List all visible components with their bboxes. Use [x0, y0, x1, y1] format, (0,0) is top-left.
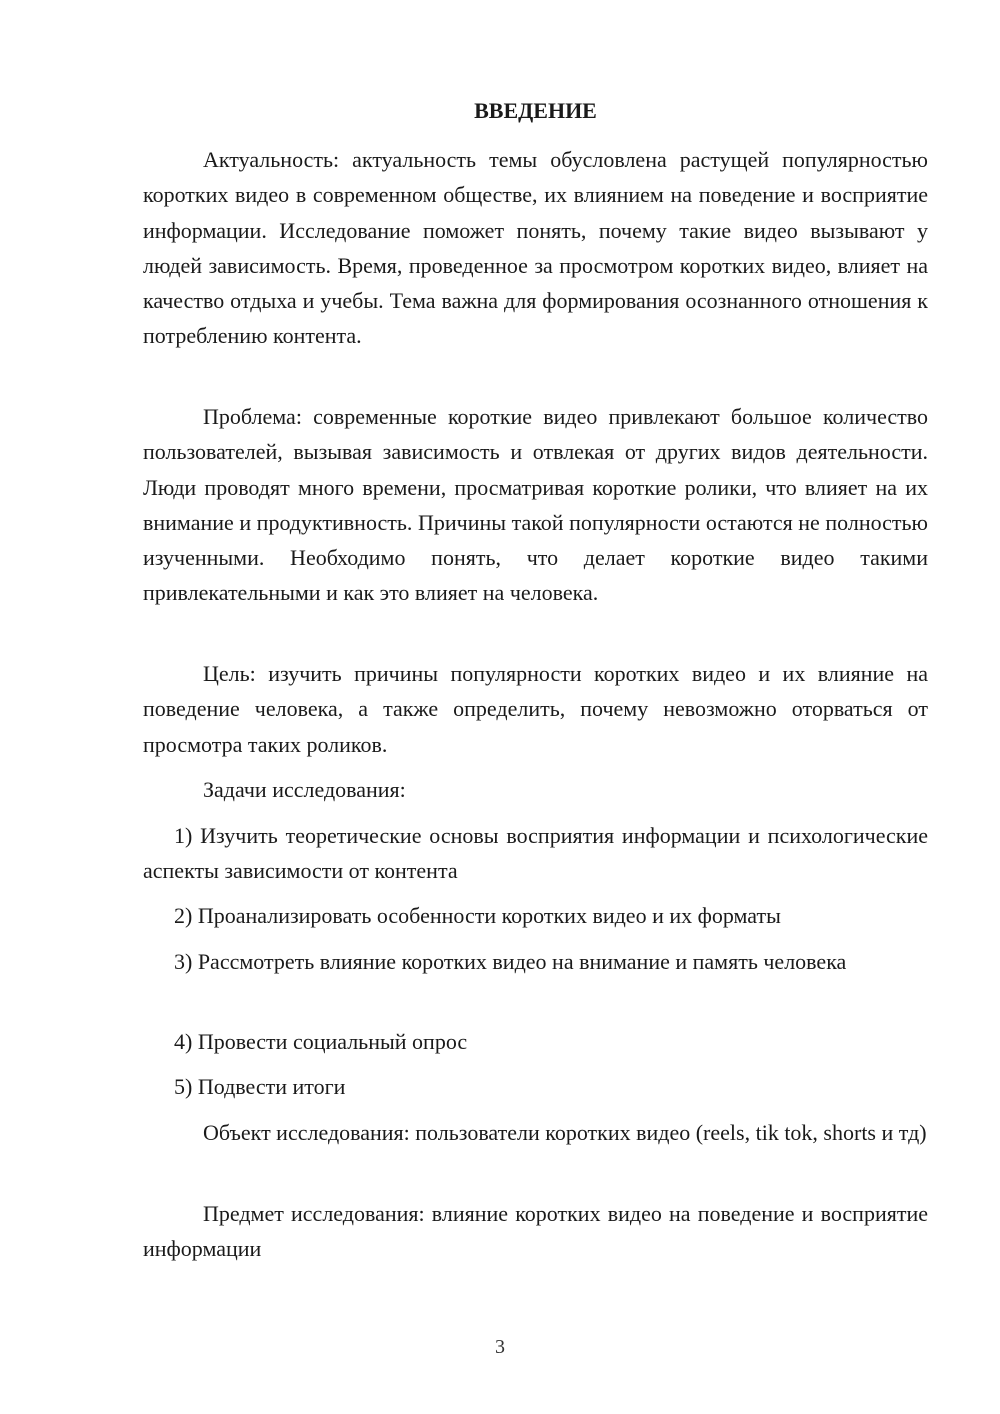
task-item-2: 2) Проанализировать особенности коротких видео и их форматы — [174, 903, 781, 928]
page-number: 3 — [495, 1336, 505, 1358]
task-item-3: 3) Рассмотреть влияние коротких видео на внимание и память человека — [174, 949, 847, 974]
task-item-1: 1) Изучить теоретические основы восприятия информации и психологические аспекты зависимости от контента — [143, 823, 928, 884]
tasks-title: Задачи исследования: — [203, 777, 406, 802]
paragraph-object: Объект исследования: пользователи коротких видео (reels, tik tok, shorts и тд) — [203, 1120, 927, 1145]
paragraph-relevance: Актуальность: актуальность темы обусловлена растущей популярностью коротких видео в современном обществе, их влиянием на поведение и восприятие информации. Исследование поможет понять, почему такие видео вызывают у людей зависимость. Время, проведенное за просмотром коротких видео, влияет на качество отдыха и учебы. Тема важна для формирования осознанного отношения к потреблению контента. — [143, 147, 928, 349]
section-heading: ВВЕДЕНИЕ — [474, 98, 597, 123]
task-item-5: 5) Подвести итоги — [174, 1074, 346, 1099]
paragraph-problem: Проблема: современные короткие видео привлекают большое количество пользователей, вызывая зависимость и отвлекая от других видов деятельности. Люди проводят много времени, просматривая короткие ролики, что влияет на их внимание и продуктивность. Причины такой популярности остаются не полностью изученными. Необходимо понять, что делает короткие видео такими привлекательными и как это влияет на человека. — [143, 404, 928, 606]
task-item-4: 4) Провести социальный опрос — [174, 1029, 468, 1054]
paragraph-subject: Предмет исследования: влияние коротких видео на поведение и восприятие информации — [143, 1201, 928, 1262]
paragraph-goal: Цель: изучить причины популярности коротких видео и их влияние на поведение человека, а также определить, почему невозможно оторваться от просмотра таких роликов. — [143, 661, 928, 757]
